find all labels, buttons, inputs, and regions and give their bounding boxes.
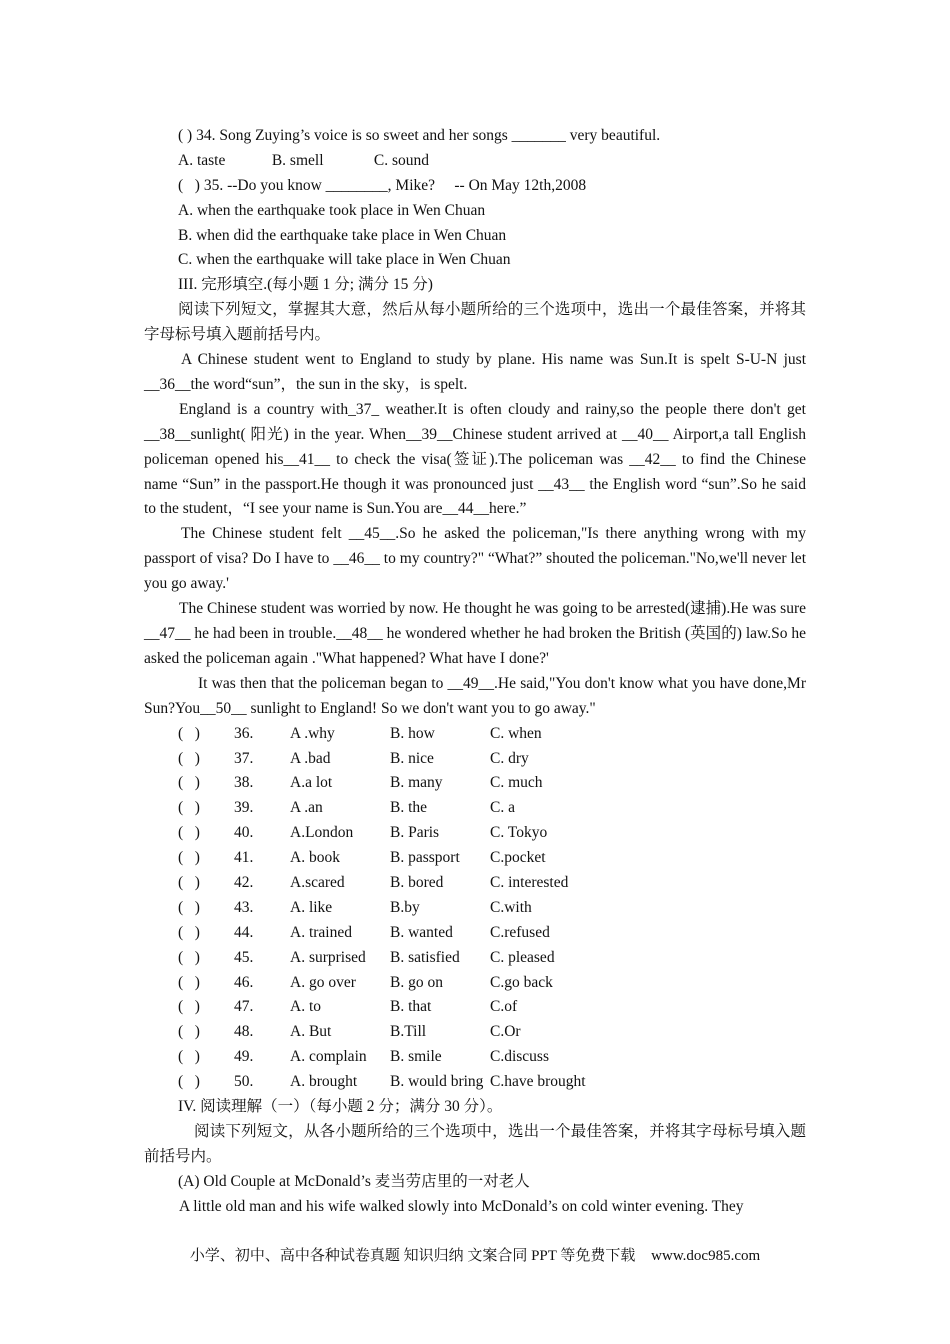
option-number: 45. [234, 948, 254, 966]
option-c: C.discuss [490, 1048, 549, 1066]
option-number: 43. [234, 898, 254, 916]
option-b: B. bored [390, 873, 444, 891]
footer-url[interactable]: www.doc985.com [651, 1248, 761, 1264]
answer-bracket[interactable]: ( ) [178, 799, 200, 817]
option-number: 37. [234, 749, 254, 767]
option-b: B. how [390, 724, 435, 742]
option-c: C. a [490, 799, 515, 817]
option-a: A.London [290, 824, 354, 842]
option-b: B.Till [390, 1023, 427, 1041]
answer-bracket[interactable]: ( ) [178, 923, 200, 941]
option-a: A. go over [290, 973, 356, 991]
option-number: 41. [234, 849, 254, 867]
passage-a-title: (A) Old Couple at McDonald’s 麦当劳店里的一对老人 [178, 1172, 530, 1190]
option-c: C.refused [490, 923, 550, 941]
options-list [144, 722, 806, 1095]
option-a: A. complain [290, 1048, 367, 1066]
option-row [144, 995, 806, 1020]
page-footer [0, 1244, 950, 1265]
answer-bracket[interactable]: ( ) [178, 774, 200, 792]
answer-bracket[interactable]: ( ) [178, 898, 200, 916]
question-35-option-b: B. when did the earthquake take place in Wen Chuan [178, 226, 507, 244]
option-c: C. much [490, 774, 543, 792]
answer-bracket[interactable]: ( ) [178, 973, 200, 991]
option-row [144, 846, 806, 871]
option-a: A. like [290, 898, 333, 916]
passage-paragraph-2: England is a country with_37_ weather.It is often cloudy and rainy,so the people there don't get __38__sunlight( 阳光) in the year. When__39__Chinese student arrived at __40__ Airport,a tall English policeman opened his__41__ to check the visa(签证).The policeman was __42__ to find the Chinese name “Sun” in the passport.He though it was pronounced just __43__ the English word “sun”.So he said to the student，“I see your name is Sun.You are__44__here.” [144, 400, 806, 518]
answer-bracket[interactable]: ( ) [178, 824, 200, 842]
option-number: 44. [234, 923, 254, 941]
option-row [144, 921, 806, 946]
option-number: 48. [234, 1023, 254, 1041]
option-a: A. trained [290, 923, 352, 941]
answer-bracket[interactable]: ( ) [178, 1073, 200, 1091]
section-4-heading: IV. 阅读理解（一）（每小题 2 分；满分 30 分）。 [178, 1098, 503, 1115]
option-a: A.a lot [290, 774, 333, 792]
section-3-instruction [144, 298, 806, 348]
answer-bracket[interactable]: ( ) [178, 849, 200, 867]
answer-bracket[interactable]: ( ) [178, 724, 200, 742]
option-a: A .why [290, 724, 335, 742]
section-3-heading: III. 完形填空.(每小题 1 分; 满分 15 分) [178, 276, 433, 294]
option-b: B. wanted [390, 923, 453, 941]
option-row [144, 747, 806, 772]
passage-paragraph-5: It was then that the policeman began to __49__.He said,"You don't know what you have done,Mr Sun?You__50__ sunlight to England! So we don't want you to go away." [144, 674, 806, 717]
option-b: B. satisfied [390, 948, 460, 966]
option-number: 38. [234, 774, 254, 792]
option-row [144, 1020, 806, 1045]
option-b: B. go on [390, 973, 443, 991]
section-3-instruction-text: 阅读下列短文，掌握其大意，然后从每小题所给的三个选项中，选出一个最佳答案，并将其字母标号填入题前括号内。 [144, 301, 806, 344]
option-a: A. But [290, 1023, 332, 1041]
question-35: ( ) 35. --Do you know ________, Mike? -- On May 12th,2008 [178, 176, 587, 194]
option-a: A. to [290, 998, 321, 1016]
option-row [144, 821, 806, 846]
option-number: 36. [234, 724, 254, 742]
option-number: 47. [234, 998, 254, 1016]
answer-bracket[interactable]: ( ) [178, 948, 200, 966]
option-c: C. pleased [490, 948, 555, 966]
option-b: B. smile [390, 1048, 442, 1066]
option-c: C.Or [490, 1023, 521, 1041]
option-row [144, 871, 806, 896]
option-a: A .an [290, 799, 323, 817]
option-c: C.have brought [490, 1073, 586, 1091]
option-row [144, 1045, 806, 1070]
option-b: B. that [390, 998, 432, 1016]
option-b: B. passport [390, 849, 460, 867]
question-34-options: A. taste B. smell C. sound [178, 151, 430, 169]
option-c: C.with [490, 898, 532, 916]
option-number: 40. [234, 824, 254, 842]
answer-bracket[interactable]: ( ) [178, 749, 200, 767]
option-a: A. book [290, 849, 340, 867]
option-number: 46. [234, 973, 254, 991]
question-35-option-a: A. when the earthquake took place in Wen Chuan [178, 201, 486, 219]
passage-paragraph-3: The Chinese student felt __45__.So he asked the policeman,"Is there anything wrong with my passport of visa? Do I have to __46__ to my country?" “What?” shouted the policeman."No,we'll never let you go away.' [144, 525, 806, 593]
option-row [144, 771, 806, 796]
option-a: A. brought [290, 1073, 358, 1091]
option-b: B. the [390, 799, 428, 817]
passage-paragraph-1: A Chinese student went to England to study by plane. His name was Sun.It is spelt S-U-N just __36__the word“sun”，the sun in the sky，is spelt. [144, 351, 806, 393]
passage-paragraph-4: The Chinese student was worried by now. He thought he was going to be arrested(逮捕).He was sure __47__ he had been in trouble.__48__ he wondered whether he had broken the British (英国的) law.So he asked the policeman again ."What happened? What have I done?' [144, 600, 806, 667]
option-row [144, 1070, 806, 1095]
option-b: B. would bring [390, 1073, 484, 1091]
option-c: C. interested [490, 873, 569, 891]
option-c: C.of [490, 998, 518, 1016]
section-4-instruction: 阅读下列短文，从各小题所给的三个选项中，选出一个最佳答案，并将其字母标号填入题前括号内。 [144, 1122, 806, 1165]
document-page [144, 124, 806, 1220]
option-c: C.pocket [490, 849, 546, 867]
option-row [144, 722, 806, 747]
option-row [144, 946, 806, 971]
option-row [144, 896, 806, 921]
option-b: B. nice [390, 749, 434, 767]
option-a: A. surprised [290, 948, 366, 966]
question-35-option-c: C. when the earthquake will take place in Wen Chuan [178, 251, 511, 269]
question-34: ( ) 34. Song Zuying’s voice is so sweet and her songs _______ very beautiful. [178, 127, 661, 144]
answer-bracket[interactable]: ( ) [178, 1048, 200, 1066]
option-a: A.scared [290, 873, 345, 891]
option-c: C. Tokyo [490, 824, 548, 842]
option-b: B. Paris [390, 824, 440, 842]
option-number: 42. [234, 873, 254, 891]
option-number: 50. [234, 1073, 254, 1091]
option-number: 39. [234, 799, 254, 817]
option-row [144, 796, 806, 821]
option-c: C.go back [490, 973, 553, 991]
answer-bracket[interactable]: ( ) [178, 1023, 200, 1041]
option-c: C. when [490, 724, 542, 742]
option-a: A .bad [290, 749, 331, 767]
answer-bracket[interactable]: ( ) [178, 873, 200, 891]
option-b: B.by [390, 898, 420, 916]
option-b: B. many [390, 774, 443, 792]
footer-text: 小学、初中、高中各种试卷真题 知识归纳 文案合同 PPT 等免费下载 [189, 1248, 636, 1264]
option-c: C. dry [490, 749, 529, 767]
answer-bracket[interactable]: ( ) [178, 998, 200, 1016]
option-number: 49. [234, 1048, 254, 1066]
passage-a-first-line: A little old man and his wife walked slowly into McDonald’s on cold winter evening. They [179, 1197, 744, 1215]
option-row [144, 971, 806, 996]
